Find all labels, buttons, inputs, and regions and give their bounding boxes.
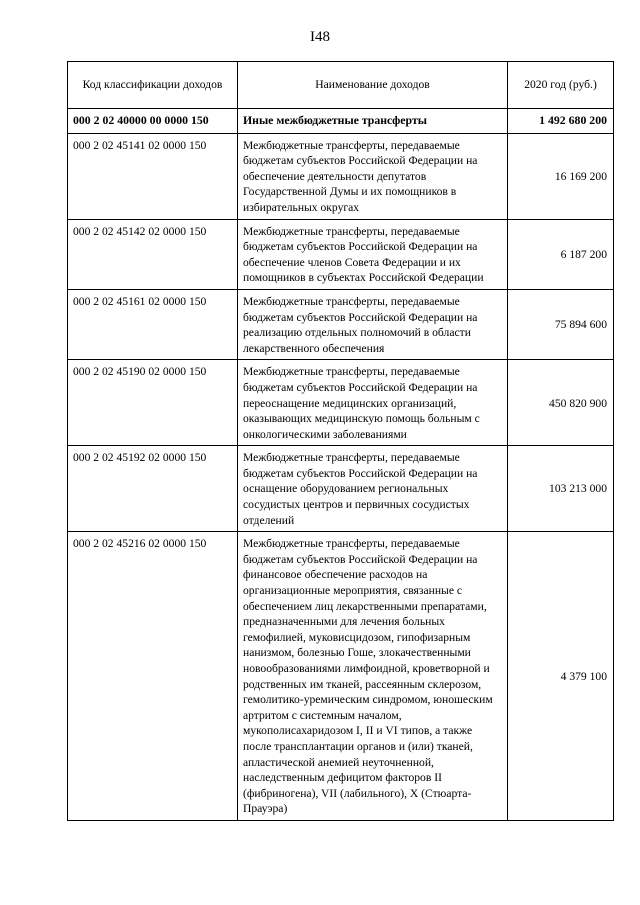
header-name: Наименование доходов [238,62,508,109]
row-code: 000 2 02 45161 02 0000 150 [68,289,238,359]
total-code: 000 2 02 40000 00 0000 150 [68,109,238,134]
table-row [68,532,614,821]
header-code: Код классификации доходов [68,62,238,109]
table-row [68,289,614,359]
row-name: Межбюджетные трансферты, передаваемые бюджетам субъектов Российской Федерации на реализацию отдельных полномочий в области лекарственного обеспечения [238,289,508,359]
row-code: 000 2 02 45142 02 0000 150 [68,219,238,289]
row-amount: 75 894 600 [508,289,614,359]
table-row [68,133,614,219]
row-name: Межбюджетные трансферты, передаваемые бюджетам субъектов Российской Федерации на обеспечение деятельности депутатов Государственной Думы и их помощников в избирательных округах [238,133,508,219]
row-code: 000 2 02 45216 02 0000 150 [68,532,238,821]
revenue-table [67,61,614,821]
row-name: Межбюджетные трансферты, передаваемые бюджетам субъектов Российской Федерации на финансовое обеспечение расходов на организационные мероприятия, связанные с обеспечением лиц лекарственными препаратами, предназначенными для лечения больных гемофилией, муковисцидозом, гипофизарным нанизмом, болезнью Гоше, злокачественными новообразованиями лимфоидной, кроветворной и родственных им тканей, рассеянным склерозом, гемолитико-уремическим синдромом, юношеским артритом с системным началом, мукополисахаридозом I, II и VI типов, а также после трансплантации органов и (или) тканей, апластической анемией неуточненной, наследственным дефицитом факторов II (фибриногена), VII (лабильного), X (Стюарта-Прауэра) [238,532,508,821]
total-name: Иные межбюджетные трансферты [238,109,508,134]
table-row [68,219,614,289]
row-amount: 4 379 100 [508,532,614,821]
row-name: Межбюджетные трансферты, передаваемые бюджетам субъектов Российской Федерации на оснащение оборудованием региональных сосудистых центров и первичных сосудистых отделений [238,446,508,532]
row-name: Межбюджетные трансферты, передаваемые бюджетам субъектов Российской Федерации на переоснащение медицинских организаций, оказывающих медицинскую помощь больным с онкологическими заболеваниями [238,360,508,446]
row-amount: 6 187 200 [508,219,614,289]
row-code: 000 2 02 45192 02 0000 150 [68,446,238,532]
row-amount: 450 820 900 [508,360,614,446]
table-row [68,446,614,532]
table-row [68,360,614,446]
header-amount: 2020 год (руб.) [508,62,614,109]
table-header-row [68,62,614,109]
row-amount: 103 213 000 [508,446,614,532]
page-number: I48 [310,29,330,45]
row-name: Межбюджетные трансферты, передаваемые бюджетам субъектов Российской Федерации на обеспечение членов Совета Федерации и их помощников в субъектах Российской Федерации [238,219,508,289]
row-code: 000 2 02 45141 02 0000 150 [68,133,238,219]
total-amount: 1 492 680 200 [508,109,614,134]
table-total-row [68,109,614,134]
row-amount: 16 169 200 [508,133,614,219]
row-code: 000 2 02 45190 02 0000 150 [68,360,238,446]
